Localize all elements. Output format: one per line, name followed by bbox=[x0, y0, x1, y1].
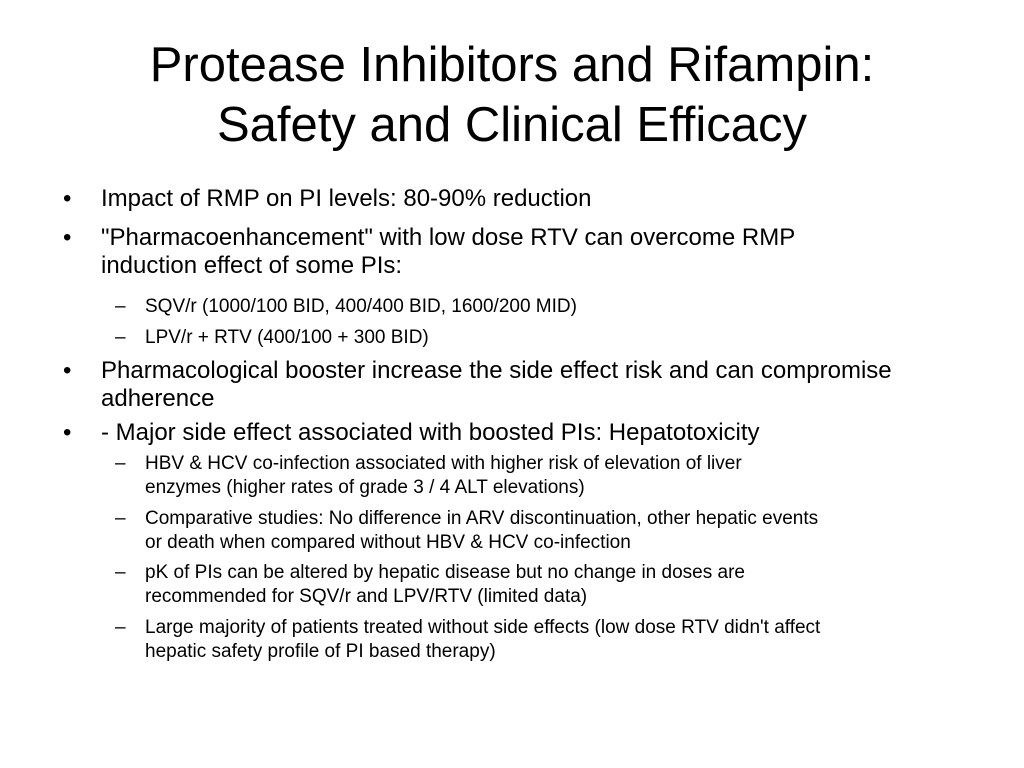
dash-marker: – bbox=[115, 327, 126, 348]
sub-bullet-text: SQV/r (1000/100 BID, 400/400 BID, 1600/200 MID) bbox=[145, 296, 577, 317]
bullet-item bbox=[63, 419, 981, 447]
sub-bullet-text: hepatic safety profile of PI based therapy) bbox=[145, 641, 496, 662]
sub-bullet-item bbox=[115, 295, 975, 319]
sub-bullet-text: Large majority of patients treated without side effects (low dose RTV didn't affect bbox=[145, 617, 821, 638]
bullet-text: Pharmacological booster increase the side effect risk and can compromise bbox=[101, 357, 892, 384]
bullet-text: - Major side effect associated with boosted PIs: Hepatotoxicity bbox=[101, 419, 760, 446]
bullet-text: "Pharmacoenhancement" with low dose RTV can overcome RMP bbox=[101, 224, 796, 251]
bullet-marker: • bbox=[63, 419, 72, 446]
sub-bullet-item bbox=[115, 452, 975, 500]
bullet-item bbox=[63, 357, 981, 413]
bullet-text: induction effect of some PIs: bbox=[101, 252, 403, 279]
sub-bullet-text: recommended for SQV/r and LPV/RTV (limited data) bbox=[145, 586, 588, 607]
bullet-text: Impact of RMP on PI levels: 80-90% reduction bbox=[101, 185, 592, 212]
title-line-2: Safety and Clinical Efficacy bbox=[216, 98, 808, 152]
dash-marker: – bbox=[115, 453, 126, 474]
sub-bullet-item bbox=[115, 507, 975, 555]
sub-bullet-text: enzymes (higher rates of grade 3 / 4 ALT elevations) bbox=[145, 477, 585, 498]
bullet-item bbox=[63, 185, 981, 213]
bullet-marker: • bbox=[63, 224, 72, 251]
dash-marker: – bbox=[115, 508, 126, 529]
sub-bullet-text: Comparative studies: No difference in ARV discontinuation, other hepatic events bbox=[145, 508, 819, 529]
sub-bullet-text: or death when compared without HBV & HCV co-infection bbox=[145, 532, 631, 553]
sub-bullet-text: HBV & HCV co-infection associated with higher risk of elevation of liver bbox=[145, 453, 742, 474]
sub-bullet-item bbox=[115, 326, 975, 350]
dash-marker: – bbox=[115, 617, 126, 638]
bullet-marker: • bbox=[63, 357, 72, 384]
sub-bullet-text: pK of PIs can be altered by hepatic disease but no change in doses are bbox=[145, 562, 745, 583]
bullet-marker: • bbox=[63, 185, 72, 212]
dash-marker: – bbox=[115, 296, 126, 317]
sub-bullet-text: LPV/r + RTV (400/100 + 300 BID) bbox=[145, 327, 429, 348]
bullet-text: adherence bbox=[101, 385, 215, 412]
title-line-1: Protease Inhibitors and Rifampin: bbox=[149, 38, 875, 92]
sub-bullet-item bbox=[115, 561, 975, 609]
dash-marker: – bbox=[115, 562, 126, 583]
sub-bullet-item bbox=[115, 616, 975, 664]
bullet-item bbox=[63, 224, 981, 280]
